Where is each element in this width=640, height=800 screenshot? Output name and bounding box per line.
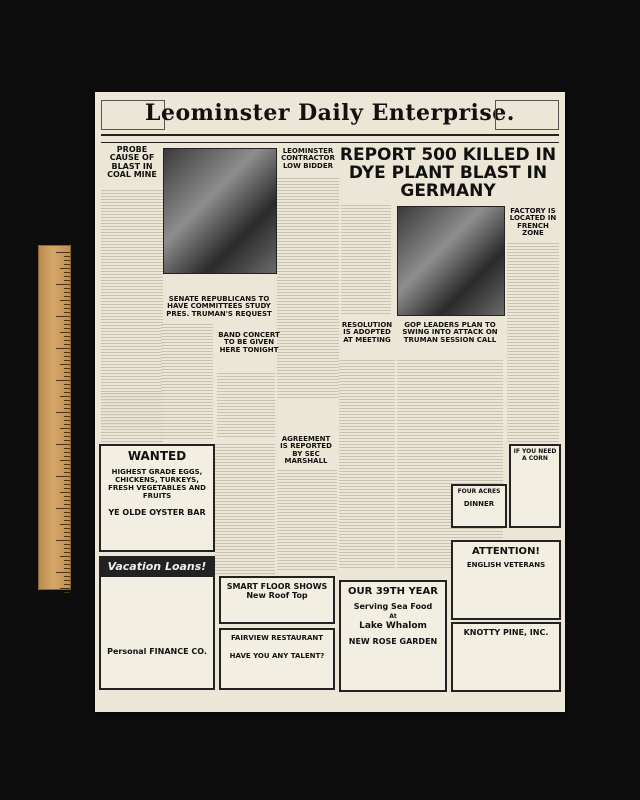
ruler-tick bbox=[64, 452, 70, 453]
ruler-tick bbox=[64, 496, 70, 497]
ruler-tick bbox=[64, 552, 70, 553]
ruler-tick bbox=[60, 268, 70, 269]
headline-resolution: RESOLUTION IS ADOPTED AT MEETING bbox=[341, 321, 393, 344]
ruler-tick bbox=[64, 520, 70, 521]
ruler-tick bbox=[64, 484, 70, 485]
ruler-tick bbox=[56, 380, 70, 381]
ruler-tick bbox=[56, 540, 70, 541]
ad-sub: HAVE YOU ANY TALENT? bbox=[229, 652, 325, 661]
news-photo bbox=[163, 148, 277, 274]
ruler-tick bbox=[60, 460, 70, 461]
ruler-tick bbox=[64, 500, 70, 501]
ruler-tick bbox=[64, 288, 70, 289]
ad-title: WANTED bbox=[127, 449, 187, 463]
ad-title: IF YOU NEED A CORN bbox=[513, 448, 557, 462]
ruler-tick bbox=[64, 308, 70, 309]
ruler-tick bbox=[64, 264, 70, 265]
ruler-tick bbox=[64, 416, 70, 417]
ad-lake: Lake Whalom bbox=[359, 620, 427, 631]
ruler-tick bbox=[64, 548, 70, 549]
ad-knotty-pine bbox=[451, 622, 561, 692]
ad-sub: New Roof Top bbox=[246, 591, 308, 601]
ad-garden: NEW ROSE GARDEN bbox=[348, 636, 438, 646]
headline-gop: GOP LEADERS PLAN TO SWING INTO ATTACK ON TRUMAN SESSION CALL bbox=[402, 321, 498, 344]
ad-floor-shows bbox=[219, 576, 335, 624]
ruler-tick bbox=[64, 256, 70, 257]
ad-sub: Serving Sea Food bbox=[353, 601, 433, 611]
ruler-tick bbox=[64, 292, 70, 293]
ruler-tick bbox=[60, 492, 70, 493]
masthead: Leominster Daily Enterprise. bbox=[145, 100, 515, 126]
ad-title: FOUR ACRES bbox=[457, 488, 501, 495]
column-text bbox=[341, 204, 391, 314]
ad-at: At bbox=[389, 612, 397, 620]
ruler-tick bbox=[64, 560, 70, 561]
ruler-tick bbox=[64, 536, 70, 537]
ruler-tick bbox=[64, 304, 70, 305]
ad-wanted bbox=[99, 444, 215, 552]
ruler-tick bbox=[60, 396, 70, 397]
ruler-tick bbox=[64, 312, 70, 313]
ad-fairview bbox=[219, 628, 335, 690]
ruler-tick bbox=[64, 472, 70, 473]
ruler-tick bbox=[64, 328, 70, 329]
headline-probe: PROBE CAUSE OF BLAST IN COAL MINE bbox=[107, 145, 157, 180]
column-text bbox=[507, 242, 559, 442]
column-text bbox=[215, 444, 275, 574]
ruler-tick bbox=[64, 512, 70, 513]
ad-body: HIGHEST GRADE EGGS, CHICKENS, TURKEYS, FRESH VEGETABLES AND FRUITS bbox=[108, 467, 206, 500]
ad-title: KNOTTY PINE, INC. bbox=[463, 628, 549, 637]
ruler-tick bbox=[64, 344, 70, 345]
news-photo bbox=[397, 206, 505, 316]
ad-title: SMART FLOOR SHOWS bbox=[226, 582, 328, 591]
ruler-tick bbox=[64, 392, 70, 393]
ruler-tick bbox=[64, 568, 70, 569]
ruler-tick bbox=[60, 364, 70, 365]
column-text bbox=[397, 358, 503, 568]
ruler-tick bbox=[64, 468, 70, 469]
ruler-tick bbox=[60, 556, 70, 557]
ruler-tick bbox=[64, 352, 70, 353]
ruler-tick bbox=[64, 432, 70, 433]
main-headline: REPORT 500 KILLED IN DYE PLANT BLAST IN GERMANY bbox=[339, 145, 557, 201]
ruler-tick bbox=[64, 272, 70, 273]
ruler-tick bbox=[60, 524, 70, 525]
ruler-tick bbox=[64, 404, 70, 405]
ad-company: Personal FINANCE CO. bbox=[107, 646, 207, 656]
ruler-tick bbox=[64, 584, 70, 585]
ruler-tick bbox=[64, 504, 70, 505]
column-text bbox=[161, 324, 213, 439]
ruler-tick bbox=[64, 480, 70, 481]
ruler-tick bbox=[64, 384, 70, 385]
ad-vacation-loans bbox=[99, 556, 215, 690]
ruler-tick bbox=[56, 316, 70, 317]
ruler-tick bbox=[64, 580, 70, 581]
wooden-ruler bbox=[38, 245, 71, 590]
ad-title: FAIRVIEW RESTAURANT bbox=[230, 634, 324, 642]
ruler-tick bbox=[60, 588, 70, 589]
ad-title: OUR 39TH YEAR bbox=[348, 586, 438, 597]
ruler-tick bbox=[64, 576, 70, 577]
ruler-tick bbox=[64, 544, 70, 545]
headline-agreement: AGREEMENT IS REPORTED BY SEC MARSHALL bbox=[280, 435, 332, 466]
ruler-tick bbox=[64, 532, 70, 533]
ruler-tick bbox=[64, 408, 70, 409]
ad-39th-year bbox=[339, 580, 447, 692]
headline-senate: SENATE REPUBLICANS TO HAVE COMMITTEES STUDY PRES. TRUMAN'S REQUEST bbox=[166, 295, 272, 318]
ruler-tick bbox=[60, 428, 70, 429]
ruler-tick bbox=[64, 368, 70, 369]
ad-four-acres bbox=[451, 484, 507, 528]
ruler-tick bbox=[64, 320, 70, 321]
ruler-tick bbox=[64, 420, 70, 421]
ad-sub: ENGLISH VETERANS bbox=[466, 560, 546, 569]
ruler-tick bbox=[56, 348, 70, 349]
column-text bbox=[339, 358, 395, 568]
newspaper-page bbox=[95, 92, 565, 712]
ruler-tick bbox=[64, 324, 70, 325]
ruler-tick bbox=[64, 280, 70, 281]
ruler-tick bbox=[64, 296, 70, 297]
ruler-tick bbox=[64, 340, 70, 341]
ruler-tick bbox=[64, 360, 70, 361]
column-text bbox=[277, 470, 337, 570]
price-ear bbox=[495, 100, 559, 130]
dateline-rule bbox=[101, 134, 559, 143]
ruler-tick bbox=[64, 448, 70, 449]
headline-band: BAND CONCERT TO BE GIVEN HERE TONIGHT bbox=[218, 331, 280, 354]
ruler-tick bbox=[60, 332, 70, 333]
ruler-tick bbox=[64, 400, 70, 401]
column-text bbox=[217, 372, 275, 437]
ad-title: Vacation Loans! bbox=[101, 558, 213, 577]
ruler-tick bbox=[56, 252, 70, 253]
ruler-tick bbox=[64, 436, 70, 437]
ruler-tick bbox=[64, 388, 70, 389]
ruler-tick bbox=[64, 276, 70, 277]
ruler-tick bbox=[64, 424, 70, 425]
ruler-tick bbox=[64, 356, 70, 357]
ruler-tick bbox=[64, 528, 70, 529]
ruler-tick bbox=[56, 476, 70, 477]
ruler-tick bbox=[60, 300, 70, 301]
ad-title: ATTENTION! bbox=[471, 546, 540, 557]
ruler-tick bbox=[56, 412, 70, 413]
ruler-tick bbox=[64, 464, 70, 465]
ruler-tick bbox=[64, 336, 70, 337]
ruler-tick bbox=[56, 572, 70, 573]
column-text bbox=[101, 392, 163, 442]
ruler-tick bbox=[64, 260, 70, 261]
ruler-tick bbox=[64, 564, 70, 565]
ad-attention bbox=[451, 540, 561, 620]
headline-contractor: LEOMINSTER CONTRACTOR LOW BIDDER bbox=[281, 147, 335, 170]
ad-sub: DINNER bbox=[463, 499, 495, 508]
ad-shop: YE OLDE OYSTER BAR bbox=[108, 507, 206, 517]
headline-factory: FACTORY IS LOCATED IN FRENCH ZONE bbox=[509, 207, 557, 238]
ruler-tick bbox=[64, 440, 70, 441]
column-text bbox=[277, 178, 339, 398]
ruler-tick bbox=[56, 508, 70, 509]
ruler-tick bbox=[64, 372, 70, 373]
ruler-tick bbox=[64, 516, 70, 517]
ad-corn bbox=[509, 444, 561, 528]
ruler-tick bbox=[64, 592, 70, 593]
ruler-tick bbox=[64, 376, 70, 377]
ruler-tick bbox=[56, 284, 70, 285]
ruler-tick bbox=[56, 444, 70, 445]
ruler-tick bbox=[64, 488, 70, 489]
ruler-tick bbox=[64, 456, 70, 457]
